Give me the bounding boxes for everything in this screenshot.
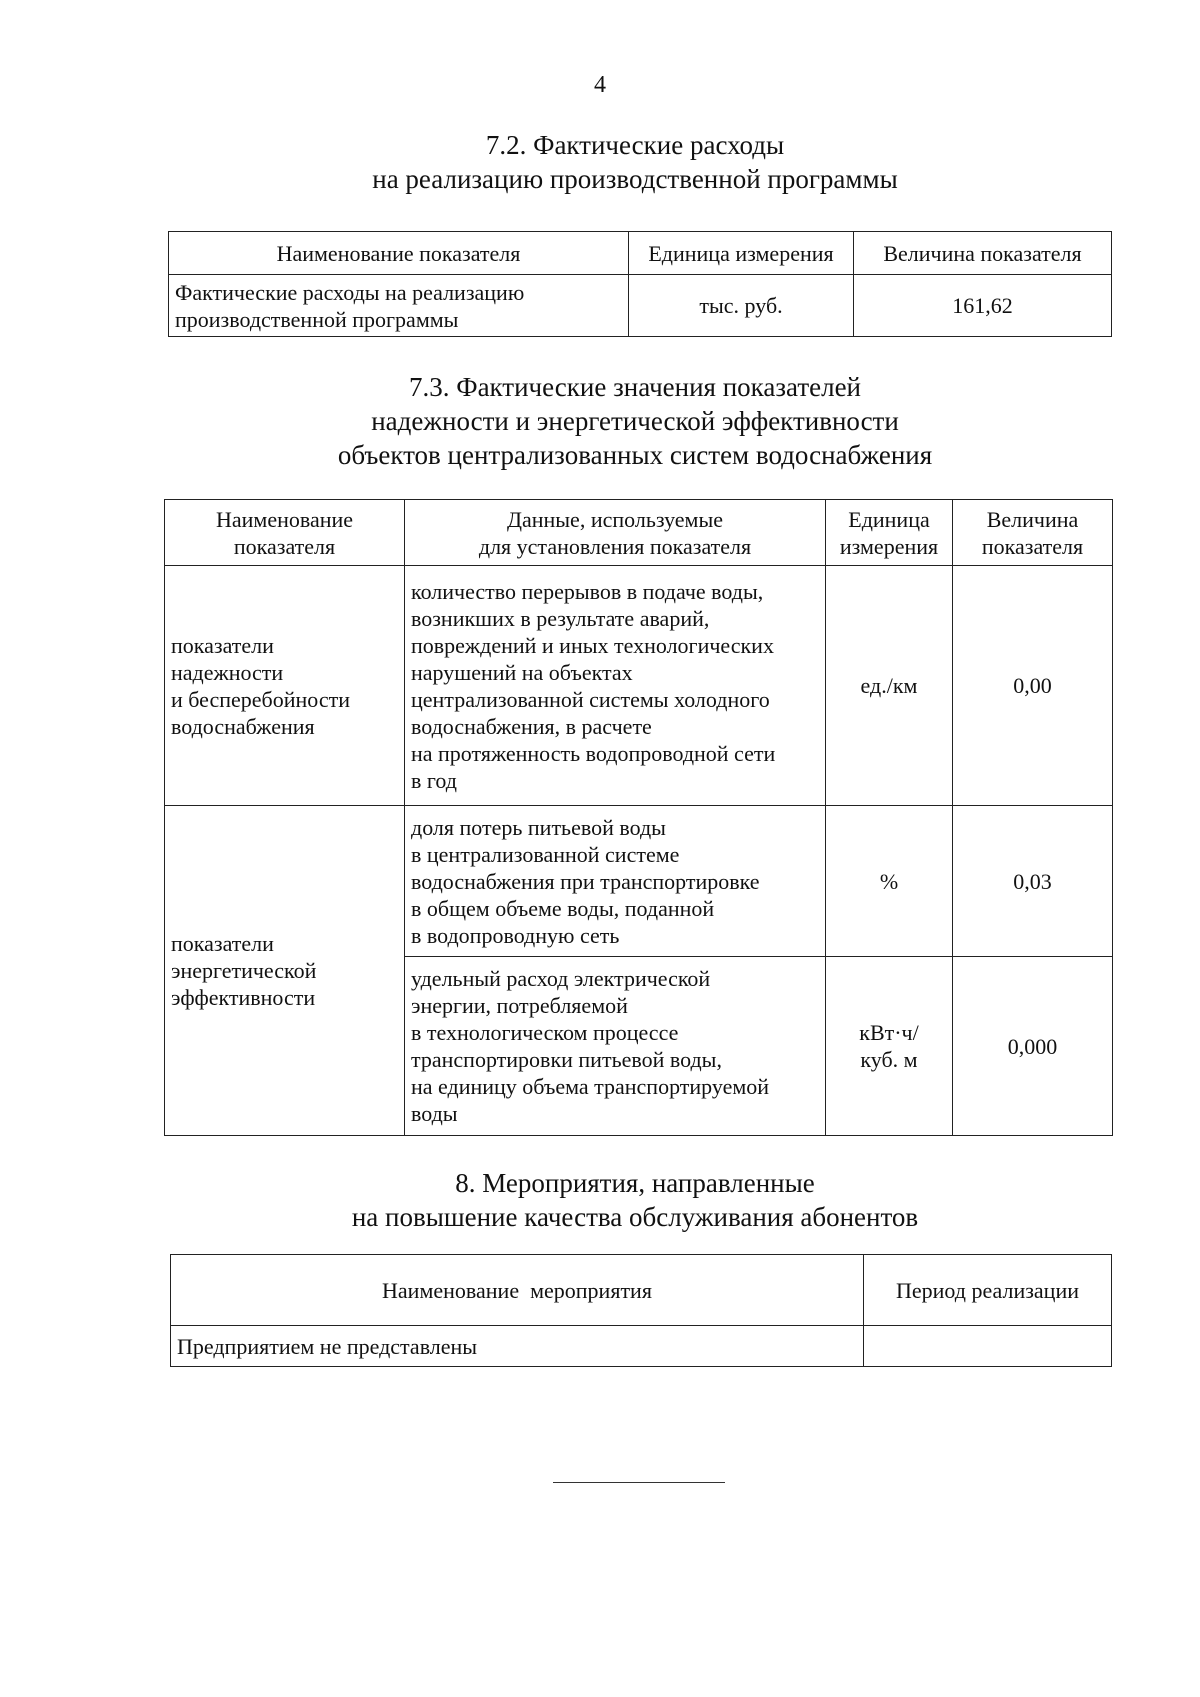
header-cell: Величина показателя [854, 232, 1112, 275]
indicator-group-cell [165, 566, 405, 806]
text-line: доля потерь питьевой воды [411, 814, 666, 840]
text-line: нарушений на объектах [411, 659, 633, 685]
indicators-table [164, 499, 1113, 1136]
text-line: показателя [981, 533, 1084, 559]
table-row [165, 806, 1113, 957]
indicator-name-cell [169, 275, 629, 337]
text-line: повреждений и иных технологических [411, 632, 774, 658]
text-line: водоснабжения [171, 713, 315, 739]
data-description-cell [405, 806, 826, 957]
table-row [165, 566, 1113, 806]
section-7-2-title [0, 128, 1200, 196]
text-line: удельный расход электрической [411, 966, 711, 991]
table-header-row [165, 500, 1113, 566]
unit-cell: тыс. руб. [629, 275, 854, 337]
text-line: в технологическом процессе [411, 1020, 679, 1045]
text-line: воды [411, 1101, 458, 1126]
section-7-3-title-line2: надежности и энергетической эффективности [371, 406, 899, 436]
text-line: в централизованной системе [411, 841, 680, 867]
text-line: Фактические расходы на реализацию [175, 279, 525, 305]
header-cell: Единица измерения [629, 232, 854, 275]
text-line: на протяженность водопроводной сети [411, 740, 776, 766]
text-line: энергетической [171, 958, 317, 983]
text-line: Единица [848, 506, 930, 532]
header-cell: Наименование мероприятия [171, 1255, 864, 1326]
table-row [169, 275, 1112, 337]
text-line: в водопроводную сеть [411, 922, 620, 948]
value-cell: 161,62 [854, 275, 1112, 337]
text-line: в общем объеме воды, поданной [411, 895, 715, 921]
text-line: количество перерывов в подаче воды, [411, 578, 764, 604]
measures-table [170, 1254, 1112, 1367]
text-line: водоснабжения при транспортировке [411, 868, 760, 894]
text-line: Величина [986, 506, 1079, 532]
end-separator-line [553, 1482, 725, 1483]
header-cell [165, 500, 405, 566]
text-line: централизованной системы холодного [411, 686, 770, 712]
text-line: в год [411, 767, 457, 793]
text-line: Наименование [215, 506, 354, 532]
text-line: куб. м [860, 1047, 918, 1072]
section-8-title-line2: на повышение качества обслуживания абонентов [351, 1202, 919, 1232]
section-7-2-title-line1: 7.2. Фактические расходы [485, 130, 785, 160]
header-cell [826, 500, 953, 566]
text-line: показатели [171, 632, 274, 658]
text-line: надежности [171, 659, 284, 685]
period-cell [864, 1326, 1112, 1367]
header-cell: Наименование показателя [169, 232, 629, 275]
expenses-table [168, 231, 1112, 337]
header-cell [405, 500, 826, 566]
data-description-cell [405, 566, 826, 806]
section-7-3-title [0, 370, 1200, 472]
section-8-title [0, 1166, 1200, 1234]
unit-cell [826, 957, 953, 1136]
table-header-row [169, 232, 1112, 275]
text-line: энергии, потребляемой [411, 993, 628, 1018]
text-line: и бесперебойности [171, 686, 350, 712]
text-line: эффективности [171, 985, 316, 1010]
page-number: 4 [594, 72, 606, 98]
text-line: водоснабжения, в расчете [411, 713, 652, 739]
header-cell: Период реализации [864, 1255, 1112, 1326]
section-7-3-title-line1: 7.3. Фактические значения показателей [408, 372, 862, 402]
text-line: показатели [171, 931, 274, 956]
data-description-cell [405, 957, 826, 1136]
text-line: кВт·ч/ [859, 1020, 919, 1045]
table-header-row [171, 1255, 1112, 1326]
value-cell: 0,000 [953, 957, 1113, 1136]
text-line: транспортировки питьевой воды, [411, 1047, 722, 1072]
text-line: на единицу объема транспортируемой [411, 1074, 770, 1099]
unit-cell: % [826, 806, 953, 957]
section-7-2-title-line2: на реализацию производственной программы [372, 164, 898, 194]
text-line: Данные, используемые [506, 506, 724, 532]
measure-name-cell: Предприятием не представлены [171, 1326, 864, 1367]
value-cell: 0,00 [953, 566, 1113, 806]
text-line: измерения [839, 533, 939, 559]
indicator-group-cell [165, 806, 405, 1136]
text-line: для установления показателя [478, 533, 752, 559]
value-cell: 0,03 [953, 806, 1113, 957]
text-line: показателя [233, 533, 336, 559]
header-cell [953, 500, 1113, 566]
section-8-title-line1: 8. Мероприятия, направленные [455, 1168, 815, 1198]
text-line: производственной программы [175, 306, 459, 332]
text-line: возникших в результате аварий, [411, 605, 710, 631]
table-row [171, 1326, 1112, 1367]
unit-cell: ед./км [826, 566, 953, 806]
section-7-3-title-line3: объектов централизованных систем водоснабжения [337, 440, 933, 470]
